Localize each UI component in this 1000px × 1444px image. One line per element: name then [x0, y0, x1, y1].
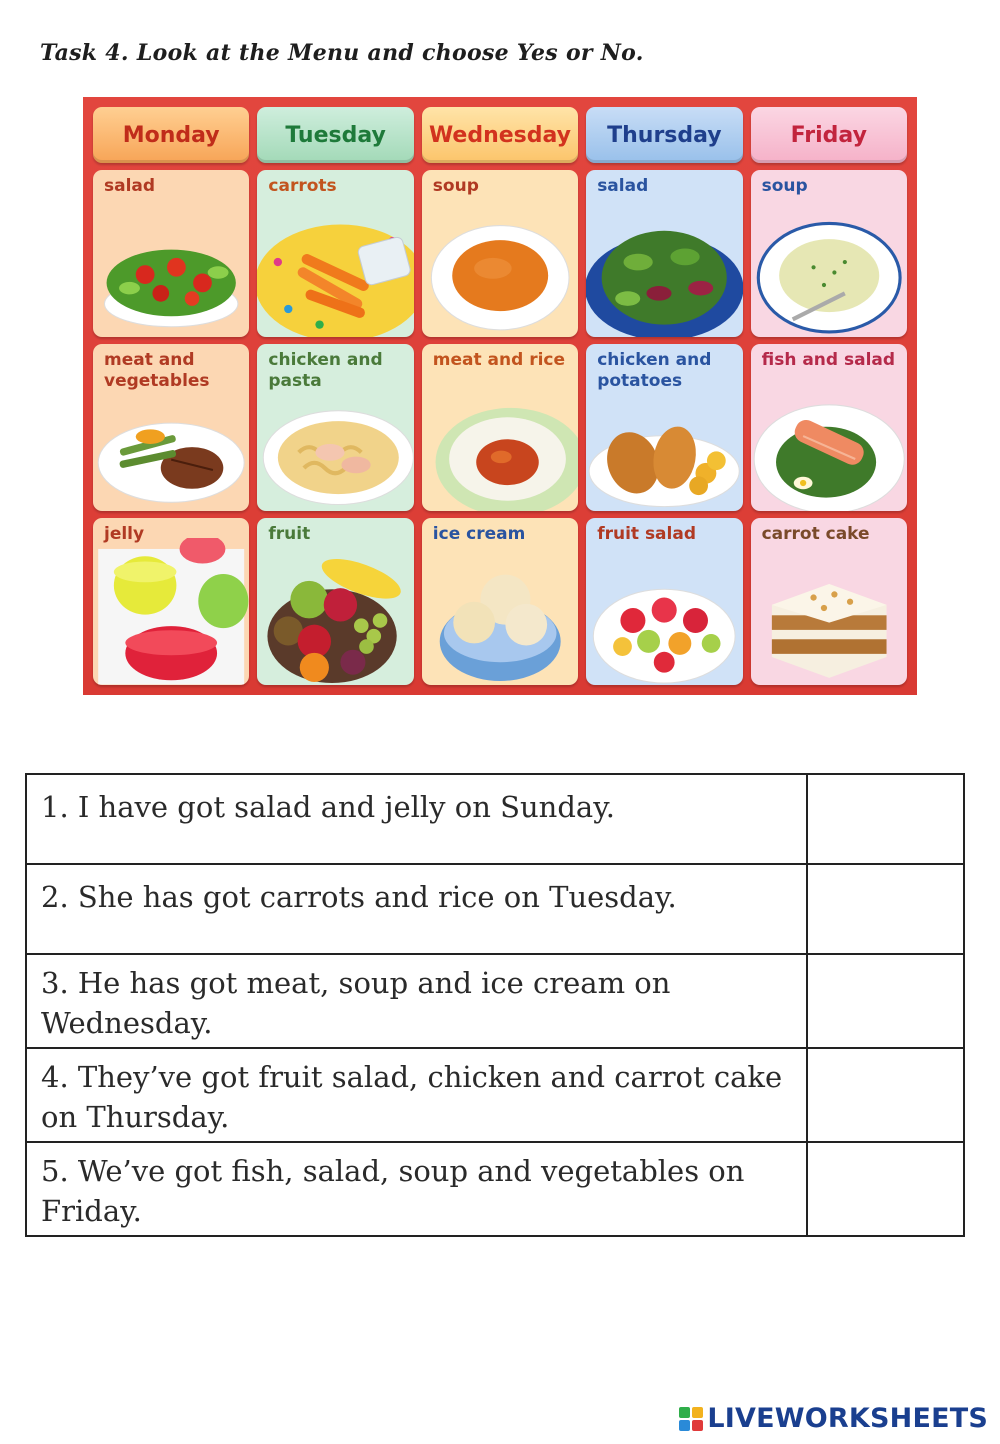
meat-and-vegetables-image: [93, 404, 249, 511]
menu-item-monday-starter: [93, 170, 249, 337]
day-header-wednesday: Wednesday: [422, 107, 578, 163]
fruit-bowl-image: [257, 556, 413, 685]
carrots-plate-image: [257, 208, 413, 337]
chicken-pasta-image: [257, 399, 413, 511]
answer-box[interactable]: [807, 864, 964, 954]
menu-item-label: chicken and potatoes: [597, 350, 712, 391]
menu-item-label: carrots: [268, 176, 337, 196]
day-header-monday: Monday: [93, 107, 249, 163]
day-header-friday: Friday: [751, 107, 907, 163]
liveworksheets-logo: [679, 1403, 988, 1434]
meat-and-rice-image: [422, 382, 578, 511]
menu-item-wednesday-main: [422, 344, 578, 511]
menu-item-thursday-main: [586, 344, 742, 511]
menu-item-label: chicken and pasta: [268, 350, 383, 391]
menu-item-tuesday-starter: [257, 170, 413, 337]
answer-box[interactable]: [807, 1142, 964, 1236]
jelly-cups-image: [93, 538, 249, 685]
carrot-cake-image: [751, 556, 907, 685]
leaf-salad-image: [586, 208, 742, 337]
menu-item-label: fish and salad: [761, 350, 896, 370]
menu-item-friday-dessert: [751, 518, 907, 685]
menu-item-tuesday-main: [257, 344, 413, 511]
menu-item-tuesday-dessert: [257, 518, 413, 685]
menu-item-label: soup: [761, 176, 808, 196]
menu-item-label: jelly: [104, 524, 145, 544]
ice-cream-bowl-image: [422, 556, 578, 685]
logo-mark-icon: [679, 1407, 703, 1431]
menu-item-label: carrot cake: [761, 524, 870, 544]
menu-item-wednesday-starter: [422, 170, 578, 337]
statement-text: 1. I have got salad and jelly on Sunday.: [26, 774, 807, 864]
answer-box[interactable]: [807, 774, 964, 864]
tomato-soup-image: [422, 208, 578, 337]
table-row: [26, 864, 964, 954]
menu-item-label: soup: [432, 176, 479, 196]
menu-item-label: ice cream: [432, 524, 526, 544]
answer-box[interactable]: [807, 1048, 964, 1142]
menu-item-friday-starter: [751, 170, 907, 337]
menu-item-monday-main: [93, 344, 249, 511]
statement-text: 3. He has got meat, soup and ice cream on Wednesday.: [26, 954, 807, 1048]
statement-text: 2. She has got carrots and rice on Tuesday.: [26, 864, 807, 954]
menu-item-friday-main: [751, 344, 907, 511]
menu-item-label: meat and vegetables: [104, 350, 210, 391]
salad-bowl-image: [93, 208, 249, 337]
table-row: [26, 1142, 964, 1236]
menu-item-label: fruit salad: [597, 524, 696, 544]
menu-item-label: fruit: [268, 524, 311, 544]
menu-item-thursday-dessert: [586, 518, 742, 685]
statement-text: 5. We’ve got fish, salad, soup and vegetables on Friday.: [26, 1142, 807, 1236]
cream-soup-image: [751, 208, 907, 337]
menu-board: [83, 97, 917, 695]
menu-item-thursday-starter: [586, 170, 742, 337]
menu-item-label: meat and rice: [432, 350, 566, 370]
chicken-potatoes-image: [586, 399, 742, 511]
answer-box[interactable]: [807, 954, 964, 1048]
table-row: [26, 774, 964, 864]
menu-item-wednesday-dessert: [422, 518, 578, 685]
day-header-tuesday: Tuesday: [257, 107, 413, 163]
statement-text: 4. They’ve got fruit salad, chicken and carrot cake on Thursday.: [26, 1048, 807, 1142]
day-header-thursday: Thursday: [586, 107, 742, 163]
fish-and-salad-image: [751, 382, 907, 511]
menu-item-monday-dessert: [93, 518, 249, 685]
table-row: [26, 954, 964, 1048]
menu-item-label: salad: [104, 176, 156, 196]
fruit-salad-image: [586, 556, 742, 685]
table-row: [26, 1048, 964, 1142]
task-title: Task 4. Look at the Menu and choose Yes or No.: [40, 40, 644, 66]
yes-no-table: [25, 773, 965, 1237]
menu-item-label: salad: [597, 176, 649, 196]
logo-text: LIVEWORKSHEETS: [707, 1403, 988, 1434]
